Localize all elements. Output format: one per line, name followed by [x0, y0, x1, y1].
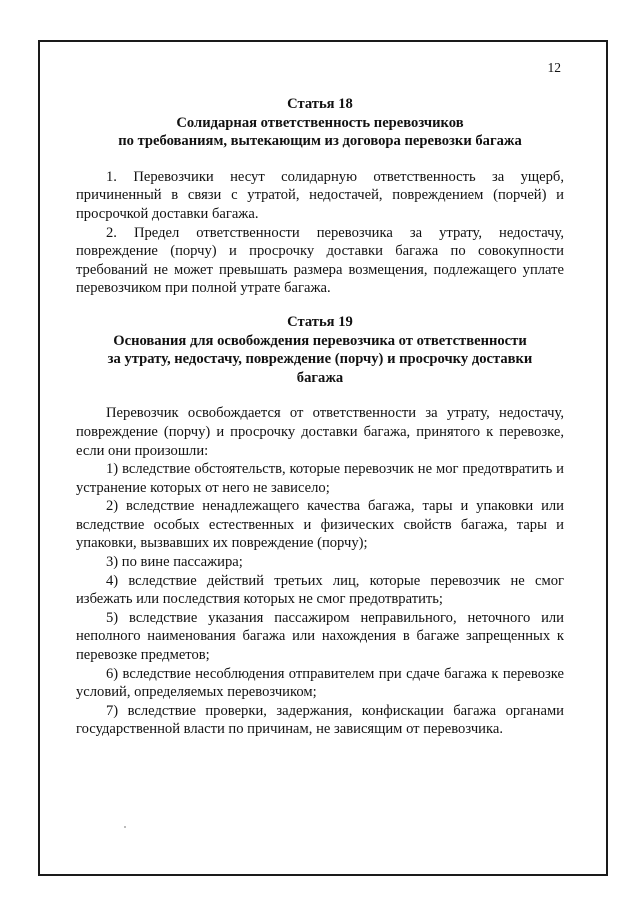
article-title: Основания для освобождения перевозчика от ответственности за утрату, недостачу, повреждение (порчу) и просрочку доставки багажа [107, 332, 533, 386]
article-title: Солидарная ответственность перевозчиков по требованиям, вытекающим из договора перевозки багажа [118, 114, 522, 150]
scan-speck [124, 826, 126, 828]
list-item: 5) вследствие указания пассажиром неправильного, неточного или неполного наименования багажа или нахождения в багаже запрещенных к перевозке предметов; [76, 609, 564, 664]
list-item: 2) вследствие ненадлежащего качества багажа, тары и упаковки или вследствие особых естественных и физических свойств багажа, тары и упаковки, вызвавших их повреждение (порчу); [76, 498, 564, 552]
article-19 [76, 313, 564, 739]
list-item: 7) вследствие проверки, задержания, конфискации багажа органами государственной власти по причинам, не зависящим от перевозчика. [76, 702, 564, 738]
article-18 [76, 95, 564, 298]
list-item: 4) вследствие действий третьих лиц, которые перевозчик не смог избежать или последствия которых не смог предотвратить; [76, 572, 564, 608]
document-body [76, 95, 564, 739]
list-item: 1) вследствие обстоятельств, которые перевозчик не мог предотвратить и устранение которых от него не зависело; [76, 461, 564, 496]
list-item: 6) вследствие несоблюдения отправителем при сдаче багажа к перевозке условий, определяемых перевозчиком; [76, 665, 564, 701]
page-number: 12 [547, 60, 561, 75]
paragraph: 1. Перевозчики несут солидарную ответственность за ущерб, причиненный в связи с утратой, недостачей, повреждением (порчей) и просрочкой доставки багажа. [76, 168, 564, 222]
article-number: Статья 19 [287, 313, 353, 330]
paragraph: 2. Предел ответственности перевозчика за утрату, недостачу, повреждение (порчу) и просрочку доставки багажа по совокупности требований не может превышать размера возмещения, подлежащего уплате перевозчиком при полной утрате багажа. [76, 224, 564, 297]
article-number: Статья 18 [287, 96, 353, 112]
paragraph: Перевозчик освобождается от ответственности за утрату, недостачу, повреждение (порчу) и просрочку доставки багажа, принятого к перевозке, если они произошли: [76, 405, 564, 459]
list-item: 3) по вине пассажира; [106, 554, 243, 571]
